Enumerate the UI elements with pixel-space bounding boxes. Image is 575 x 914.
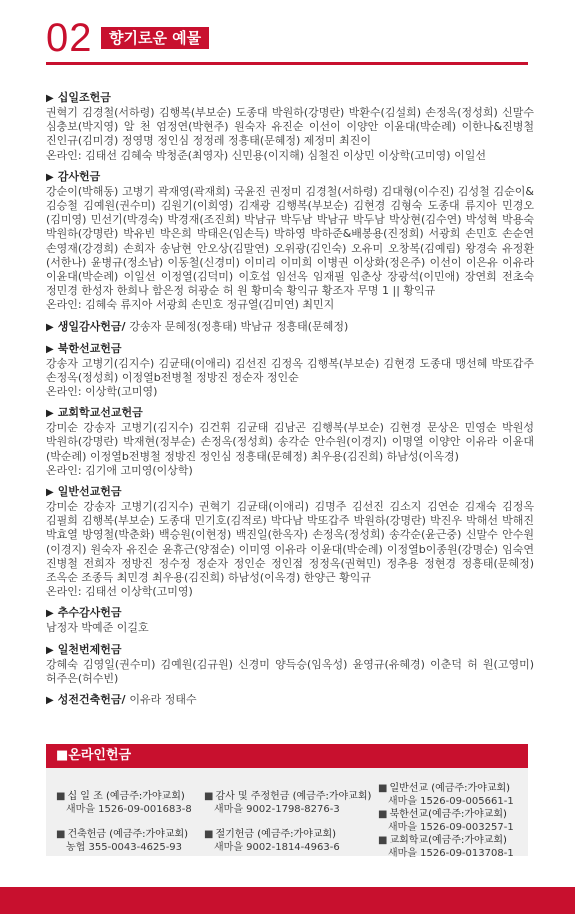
donor-names: 강순이(박해동) 고병기 곽재영(곽재희) 국윤진 권정미 김경철(서하령) 김대형(이수진) 김성철 김순이&김승철 김예원(권수미) 김원기(이희영) 김재광 김행복(부보순) 김현경 김형숙 도종대 류지아 민경오(김미영) 민선기(박경숙) 박경재(조진희) 박남규 박두남 박남규 박두남 박상현(김수연) 박성혁 박용숙 박원하(강명란) 박유빈 박은희 박태은(임손득) 박하영 박하준&배봉용(진정희) 서광희 손민호 손순연 손영재(강경희) 손희자 송남현 안오상(김말연) 오위광(김인숙) 오유미 오창복(김예림) 왕경숙 유정환(서한나) 윤병규(정소남) 이동철(신경미) 이미리 이미희 이병권 이상화(정은주) 이선이 이은유 이유라 이윤대(박순례) 이일선 이정열(김덕미) 이호섭 임선옥 임재필 임춘상 장광석(이민애) 장연희 전초숙 정민경 한성자 한희나 함은정 허광순 허 원 황미숙 황익규 황조자 무명 1 || 황익규 <box>46 184 534 298</box>
triangle-bullet-icon: ▶ <box>46 408 54 420</box>
online-donors: 온라인: 김태선 이상학(고미영) <box>46 585 193 599</box>
section-church-school-mission <box>46 405 534 478</box>
section-title: 성전건축헌금/ <box>57 693 126 707</box>
footer-bar <box>0 887 575 914</box>
online-offering-box <box>46 744 528 859</box>
donor-names: 남정자 박예준 이길호 <box>46 621 149 635</box>
donor-names: 강미순 강송자 고병기(김지수) 권혁기 김균태(이애리) 김명주 김선진 김소지 김연순 김재숙 김정옥 김필희 김행복(부보순) 도종대 민기호(김적로) 박다남 박또갑주 박원하(강명란) 박진우 박해선 박해진 박효열 방영철(박춘화) 백승원(이현정) 백진일(한옥자) 손정옥(정성희) 송각순(윤근중) 신말수 안수원(이경지) 원숙자 유진순 윤휴근(양점순) 이미영 이유라 이윤대(박순례) 이정열b이종원(강명순) 임숙연 진병철 전희자 정방진 정수정 정순자 정인순 정인점 정정옥(권혁민) 정추용 정현경 정흥태(문혜정) 조옥순 조종득 최민경 최우용(김진희) 하남성(이옥경) 한양근 황익규 <box>46 500 534 585</box>
online-offering-title: ■온라인헌금 <box>56 748 132 763</box>
square-bullet-icon: ■ <box>378 783 388 794</box>
online-donors: 온라인: 김혜숙 류지아 서광희 손민호 정규열(김미연) 최민지 <box>46 298 335 312</box>
donor-names: 강송자 고병기(김지수) 김균태(이애리) 김선진 김정옥 김행복(부보순) 김현경 도종대 맹선혜 박또갑주 손정옥(정성희) 이정열b전병철 정방진 정순자 정인순 <box>46 356 534 384</box>
triangle-bullet-icon: ▶ <box>46 487 54 499</box>
section-thousand-offering <box>46 642 534 686</box>
account-number: 새마을 9002-1798-8276-3 <box>214 804 340 815</box>
account-number: 새마을 1526-09-005661-1 <box>388 796 514 807</box>
square-bullet-icon: ■ <box>204 791 214 802</box>
section-title: 감사헌금 <box>57 169 101 183</box>
triangle-bullet-icon: ▶ <box>46 608 54 620</box>
section-title: 일반선교헌금 <box>57 485 122 499</box>
account-seasonal: ■ 절기헌금 (예금주:가야교회) 새마을 9002-1814-4963-6 <box>204 829 340 853</box>
account-number: 농협 355-0043-4625-93 <box>66 842 183 853</box>
section-title: 십일조헌금 <box>57 91 111 104</box>
account-number: 새마을 1526-09-003257-1 <box>388 822 514 833</box>
account-north-korea-mission: ■ 북한선교(예금주:가야교회) 새마을 1526-09-003257-1 <box>378 809 514 833</box>
triangle-bullet-icon: ▶ <box>46 171 54 183</box>
header-divider <box>46 62 528 65</box>
section-thanksgiving <box>46 169 534 313</box>
account-number: 새마을 9002-1814-4963-6 <box>214 842 340 853</box>
section-number: 02 <box>46 16 93 60</box>
page-title: 향기로운 예물 <box>101 27 209 49</box>
section-title: 북한선교헌금 <box>57 341 122 355</box>
online-offering-header <box>46 744 528 768</box>
section-title: 일천번제헌금 <box>57 642 122 656</box>
account-tithe: ■ 십 일 조 (예금주:가야교회) 새마을 1526-09-001683-8 <box>56 791 192 815</box>
account-thanksgiving: ■ 감사 및 주정헌금 (예금주:가야교회) 새마을 9002-1798-8276-3 <box>204 791 372 815</box>
donor-names: 권혁기 김경철(서하령) 김행복(부보순) 도종대 박원하(강명란) 박환수(김설희) 손정옥(정성희) 신말수 심충보(박지영) 알 천 엄정연(박현주) 원숙자 유진순 이선이 이양안 이윤대(박순례) 이한나&진병철 진인규(김미경) 정영명 정인심 정정레 정흥태(문혜정) 제정미 최진이 <box>46 106 534 148</box>
triangle-bullet-icon: ▶ <box>46 343 54 355</box>
account-general-mission: ■ 일반선교 (예금주:가야교회) 새마을 1526-09-005661-1 <box>378 783 514 807</box>
online-donors: 온라인: 김기애 고미영(이상학) <box>46 463 193 477</box>
square-bullet-icon: ■ <box>56 829 66 840</box>
donor-names: 강혜숙 김영일(권수미) 김예원(김규원) 신경미 양득승(임옥성) 윤영규(유혜경) 이춘덕 허 원(고영미) 허주은(허수빈) <box>46 657 534 685</box>
section-title: 추수감사헌금 <box>57 606 122 620</box>
account-building: ■ 건축헌금 (예금주:가야교회) 농협 355-0043-4625-93 <box>56 829 189 853</box>
account-number: 새마을 1526-09-013708-1 <box>388 848 514 859</box>
online-donors: 온라인: 이상학(고미영) <box>46 385 158 399</box>
section-building-fund <box>46 692 534 708</box>
account-church-school: ■ 교회학교(예금주:가야교회) 새마을 1526-09-013708-1 <box>378 835 514 859</box>
section-north-korea-mission <box>46 341 534 400</box>
square-bullet-icon: ■ <box>378 809 388 820</box>
section-harvest-thanksgiving <box>46 605 534 635</box>
offering-list <box>46 90 534 714</box>
square-bullet-icon: ■ <box>204 829 214 840</box>
section-general-mission <box>46 484 534 599</box>
triangle-bullet-icon: ▶ <box>46 93 54 104</box>
page-header <box>0 0 575 80</box>
section-title: 생일감사헌금/ <box>57 319 126 333</box>
section-birthday <box>46 319 534 335</box>
online-donors: 온라인: 김태선 김혜숙 박청준(최영자) 신민용(이지해) 심철진 이상민 이상학(고미영) 이일선 <box>46 148 486 162</box>
donor-names: 강송자 문혜정(정흥태) 박남규 정흥태(문혜정) <box>129 319 349 333</box>
square-bullet-icon: ■ <box>378 835 388 846</box>
triangle-bullet-icon: ▶ <box>46 644 54 656</box>
triangle-bullet-icon: ▶ <box>46 321 54 333</box>
triangle-bullet-icon: ▶ <box>46 695 54 707</box>
donor-names: 이유라 정태수 <box>129 693 197 707</box>
section-title: 교회학교선교헌금 <box>57 406 143 420</box>
section-tithe <box>46 90 534 163</box>
donor-names: 강미순 강송자 고병기(김지수) 김건휘 김균태 김남곤 김행복(부보순) 김현경 문상은 민영순 박원성 박원하(강명란) 박재현(정부순) 손정옥(정성희) 송각순 안수원(이경지) 이명열 이양안 이유라 이윤대(박순례) 이정열b전병철 정방진 정인심 정흥태(문혜정) 최우용(김진희) 하남성(이옥경) <box>46 421 534 463</box>
account-number: 새마을 1526-09-001683-8 <box>66 804 192 815</box>
square-bullet-icon: ■ <box>56 791 66 802</box>
